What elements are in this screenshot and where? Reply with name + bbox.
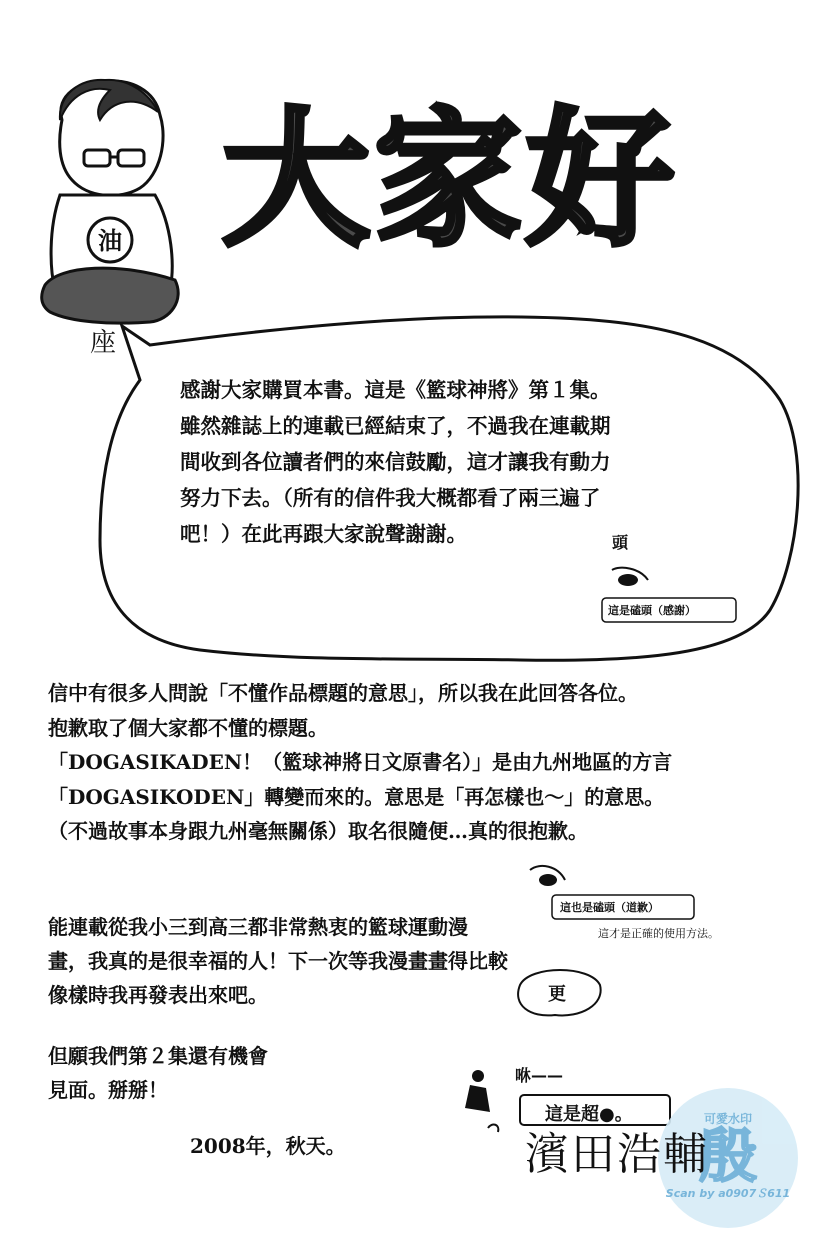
body-line: 「DOGASIKODEN」轉變而來的。意思是「再怎樣也～」的意思。 <box>48 784 665 809</box>
kowtow-doodle-2 <box>530 866 565 886</box>
body-line: （不過故事本身跟九州毫無關係）取名很隨便…真的很抱歉。 <box>48 819 588 843</box>
bubble-line: 間收到各位讀者們的來信鼓勵，這才讓我有動力 <box>180 450 611 474</box>
character-caption: 座 <box>90 328 117 358</box>
author-signature: 濱田浩輔 <box>525 1129 709 1180</box>
watermark-top: 可愛水印 <box>703 1111 752 1126</box>
bubble-message <box>180 372 720 552</box>
body-line: 「DOGASIKADEN！（籃球神將日文原書名）」是由九州地區的方言 <box>48 750 673 774</box>
note-head: 頭 <box>612 533 629 552</box>
note2-label: 這也是磕頭（道歉） <box>560 901 659 914</box>
bubble-line: 感謝大家購買本書。這是《籃球神將》第１集。 <box>180 378 611 402</box>
paragraph-2 <box>48 910 508 1012</box>
note3-sound: 咻—— <box>515 1066 564 1085</box>
shirt-label: 油 <box>98 227 122 255</box>
note3-label: 這是超●。 <box>545 1104 633 1125</box>
paragraph-line: 畫，我真的是很幸福的人！下一次等我漫畫畫得比較 <box>48 949 508 973</box>
note2-sub: 這才是正確的使用方法。 <box>598 927 719 940</box>
bubble-line: 雖然雜誌上的連載已經結束了，不過我在連載期 <box>180 414 611 438</box>
paragraph-line: 見面。掰掰！ <box>48 1078 168 1102</box>
bubble-line: 努力下去。（所有的信件我大概都看了兩三遍了 <box>180 486 601 510</box>
character-drawing <box>42 80 178 323</box>
paragraph-line: 能連載從我小三到高三都非常熱衷的籃球運動漫 <box>48 915 468 939</box>
paragraph-line: 像樣時我再發表出來吧。 <box>48 983 268 1007</box>
date-text: 2008年，秋天。 <box>190 1134 346 1158</box>
page-title: 大家好 <box>222 94 678 266</box>
body-text <box>48 676 788 849</box>
note2-more: 更 <box>548 984 566 1005</box>
paragraph-line: 但願我們第２集還有機會 <box>48 1044 268 1068</box>
body-line: 信中有很多人問說「不懂作品標題的意思」，所以我在此回答各位。 <box>48 681 638 705</box>
body-line: 抱歉取了個大家都不懂的標題。 <box>48 715 328 740</box>
watermark-big: 殷 <box>698 1121 757 1190</box>
bubble-line: 吧！）在此再跟大家說聲謝謝。 <box>180 522 467 546</box>
note-label: 這是磕頭（感謝） <box>608 604 696 617</box>
running-figure-doodle <box>465 1070 498 1132</box>
paragraph-3 <box>48 1039 268 1107</box>
watermark-bottom: Scan by a0907Ｓ611 <box>665 1186 791 1200</box>
